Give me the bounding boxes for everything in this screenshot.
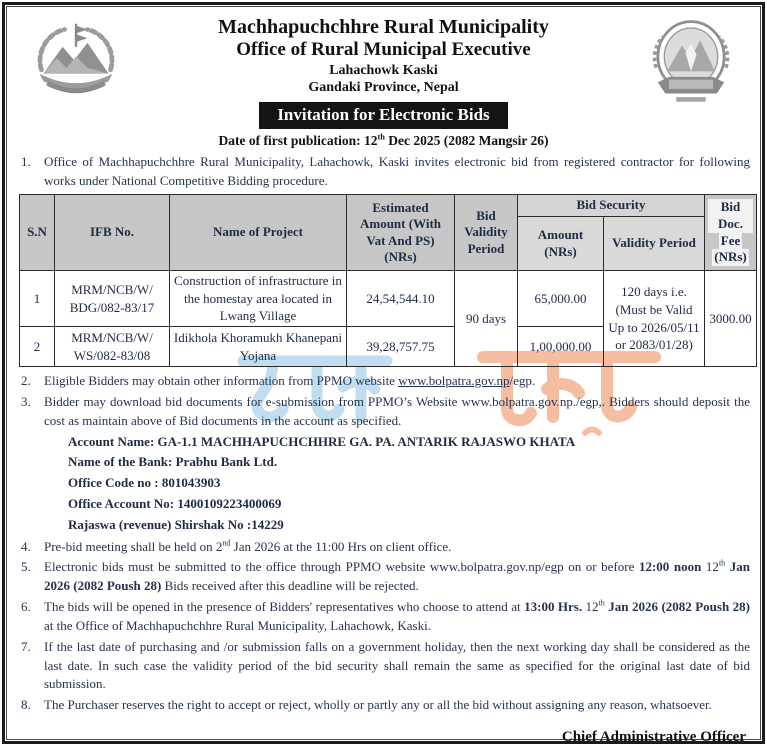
cell-sn: 2	[20, 327, 55, 367]
list-item-6: 6. The bids will be opened in the presence of Bidders' representatives who choose to attend at 13:00 Hrs. 12th Jan 2026 (2082 Poush 28) at the Office of Machhapuchchhre Rural Municipality, Lahachowk, Kaski.	[21, 598, 750, 633]
invitation-banner: Invitation for Electronic Bids	[259, 102, 507, 129]
account-name-line: Account Name: GA-1.1 MACHHAPUCHCHHRE GA. PA. ANTARIK RAJASWO KHATA	[68, 433, 576, 449]
item-text: Office of Machhapuchchhre Rural Municipality, Lahachowk, Kaski invites electronic bid from registered contractor for following works under National Competitive Bidding procedure.	[44, 154, 750, 189]
list-item-4: 4. Pre-bid meeting shall be held on 2nd Jan 2026 at the 11:00 Hrs on client office.	[21, 538, 452, 554]
col-header-security-amount: Amount (NRs)	[518, 217, 604, 271]
list-item-5: 5. Electronic bids must be submitted to the office through PPMO website www.bolpatra.gov.np/egp on or before 12:00 noon 12th Jan 2026 (2082 Poush 28) Bids received after this deadline will be rejected.	[21, 559, 751, 594]
list-item-1	[17, 153, 750, 191]
office-code-line: Office Code no : 801043903	[68, 475, 221, 491]
cell-ifb: MRM/NCB/W/ WS/082-83/08	[55, 327, 170, 367]
nepal-emblem-logo	[17, 12, 135, 110]
signatory-title: Chief Administrative Officer	[561, 729, 746, 746]
office-name: Office of Rural Municipal Executive	[236, 39, 531, 60]
rajaswa-shirshak-line: Rajaswa (revenue) Shirshak No :14229	[68, 516, 284, 532]
document-page	[2, 2, 765, 744]
office-account-line: Office Account No: 1400109223400069	[68, 495, 282, 511]
list-item-3: 3. Bidder may download bid documents for e-submission from PPMO’s Website www.bolpatra.gov.np./egp,. Bidders should deposit the cost as maintain above of Bid documents in the account as specified. Account Name: GA-1.1 MACHHAPUCHCHHRE GA. PA. ANTARIK RAJASWO KHATA Name of the Bank: Prabhu Bank Ltd. Office Code no : 801043903 Office Account No: 1400109223400069 Rajaswa (revenue) Shirshak No :14229	[17, 393, 750, 536]
list-item-2: 2. Eligible Bidders may obtain other information from PPMO website www.bolpatra.gov.np/egp.	[21, 373, 536, 389]
bank-name-line: Name of the Bank: Prabhu Bank Ltd.	[68, 454, 278, 470]
org-name: Machhapuchchhre Rural Municipality	[218, 16, 549, 38]
nepal-emblem-icon	[28, 18, 124, 110]
col-header-bid-validity: Bid Validity Period	[455, 195, 518, 271]
col-header-security-validity: Validity Period	[604, 217, 705, 271]
col-header-ifb: IFB No.	[55, 195, 170, 271]
table-row	[20, 271, 757, 327]
list-item-8: 8. The Purchaser reserves the right to accept or reject, wholly or partly any or all the bid without assigning any reason, whatsoever.	[21, 697, 712, 713]
cell-security-amount: 1,00,000.00	[518, 327, 604, 367]
cell-sn: 1	[20, 271, 55, 327]
address-line-1: Lahachowk Kaski	[329, 62, 438, 78]
cell-doc-fee: 3000.00	[705, 271, 757, 367]
col-header-estimated: Estimated Amount (With Vat And PS) (NRs)	[347, 195, 455, 271]
bid-table	[19, 194, 757, 367]
account-details	[68, 432, 750, 536]
item-number: 1.	[21, 154, 31, 170]
website-link: www.bolpatra.gov.np	[398, 373, 510, 389]
municipality-seal-logo	[632, 12, 750, 110]
list-item-7: 7. If the last date of purchasing and /or submission falls on a government holiday, then the next working day shall be considered as the last date. In such case the validity period of the bid security shall remain the same as specified for the original last date of bid submission.	[21, 638, 750, 692]
cell-security-validity: 120 days i.e. (Must be Valid Up to 2026/05/11 or 2083/01/28)	[604, 271, 705, 367]
publication-date: Date of first publication: 12th Dec 2025 (2082 Mangsir 26)	[218, 132, 549, 148]
cell-estimated: 24,54,544.10	[347, 271, 455, 327]
municipality-seal-icon	[645, 18, 737, 110]
cell-ifb: MRM/NCB/W/ BDG/082-83/17	[55, 271, 170, 327]
document-inner-frame	[6, 6, 761, 746]
cell-project: Idikhola Khoramukh Khanepani Yojana	[170, 327, 347, 367]
col-header-sn: S.N	[20, 195, 55, 271]
cell-estimated: 39,28,757.75	[347, 327, 455, 367]
col-header-project: Name of Project	[170, 195, 347, 271]
cell-project: Construction of infrastructure in the homestay area located in Lwang Village	[170, 271, 347, 327]
cell-bid-validity: 90 days	[455, 271, 518, 367]
document-header	[17, 12, 750, 153]
col-header-doc-fee: Bid Doc. Fee (NRs)	[705, 195, 757, 271]
col-header-bid-security: Bid Security	[518, 195, 705, 217]
address-line-2: Gandaki Province, Nepal	[308, 80, 459, 96]
cell-security-amount: 65,000.00	[518, 271, 604, 327]
